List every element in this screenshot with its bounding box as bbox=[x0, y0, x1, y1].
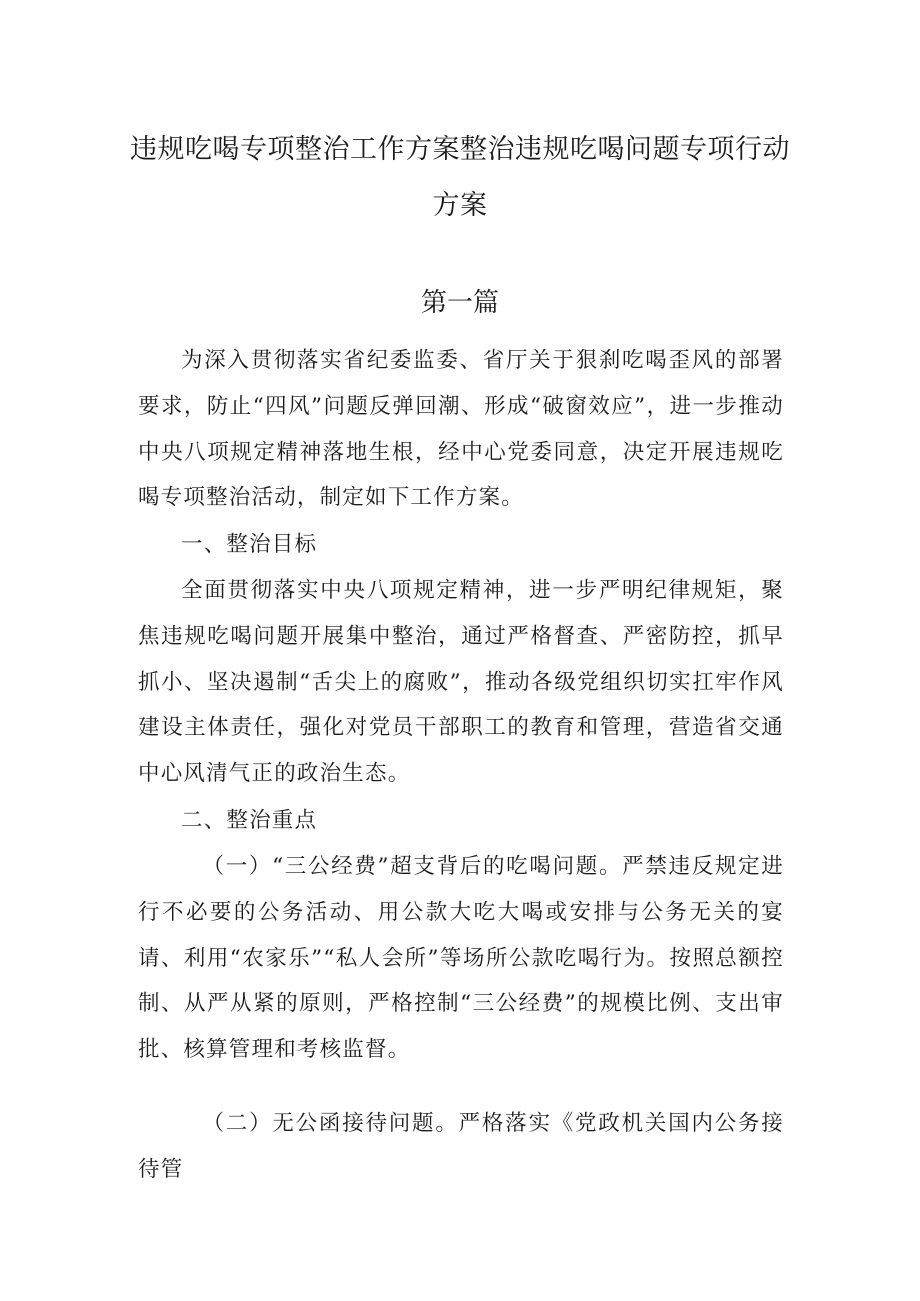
heading-focus: 二、整治重点 bbox=[181, 808, 318, 833]
focus-point-2: （二）无公函接待问题。严格落实《党政机关国内公务接待管 bbox=[138, 1111, 784, 1182]
intro-paragraph: 为深入贯彻落实省纪委监委、省厅关于狠刹吃喝歪风的部署要求，防止“四风”问题反弹回潮、形成“破窗效应”，进一步推动中央八项规定精神落地生根，经中心党委同意，决定开展违规吃喝专项整治活动，制定如下工作方案。 bbox=[138, 348, 784, 511]
goals-paragraph: 全面贯彻落实中央八项规定精神，进一步严明纪律规矩，聚焦违规吃喝问题开展集中整治，通过严格督查、严密防控，抓早抓小、坚决遏制“舌尖上的腐败”，推动各级党组织切实扛牢作风建设主体责任，强化对党员干部职工的教育和管理，营造省交通中心风清气正的政治生态。 bbox=[138, 578, 784, 787]
focus-point-1: （一）“三公经费”超支背后的吃喝问题。严禁违反规定进行不必要的公务活动、用公款大吃大喝或安排与公务无关的宴请、利用“农家乐”“私人会所”等场所公款吃喝行为。按照总额控制、从严从紧的原则，严格控制“三公经费”的规模比例、支出审批、核算管理和考核监督。 bbox=[138, 854, 784, 1063]
heading-goals: 一、整治目标 bbox=[181, 532, 318, 557]
section-heading: 第一篇 bbox=[420, 288, 499, 318]
document-title: 违规吃喝专项整治工作方案整治违规吃喝问题专项行动方案 bbox=[130, 134, 790, 221]
